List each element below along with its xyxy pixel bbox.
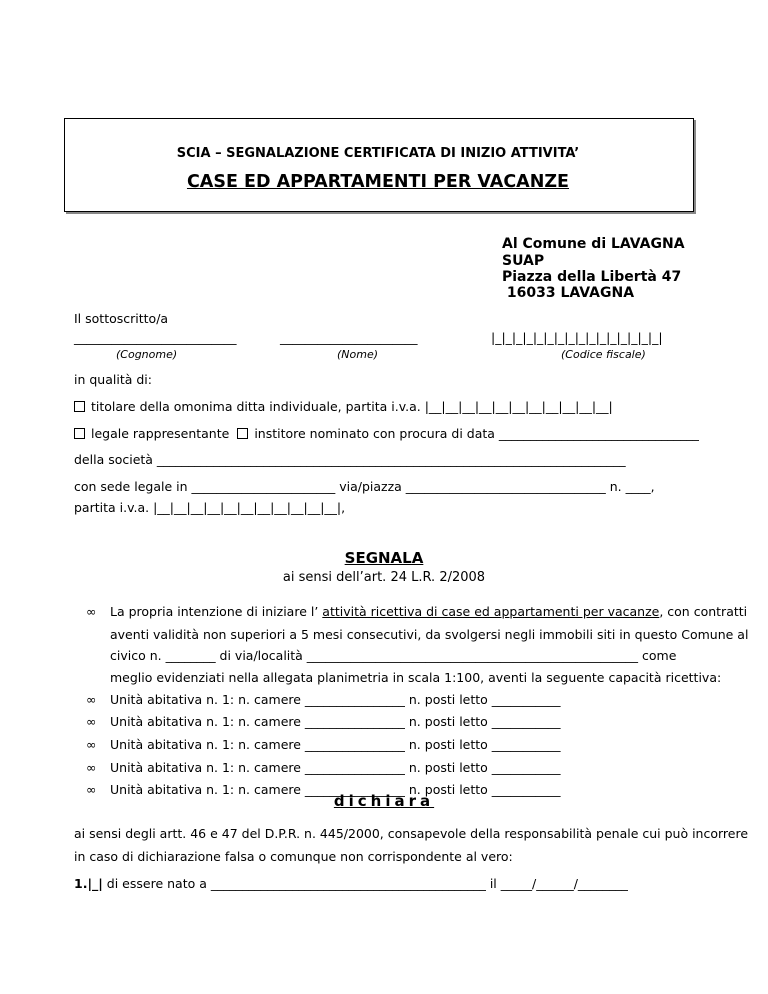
unit-row-1[interactable]: Unità abitativa n. 1: n. camere ________________ n. posti letto ___________ (110, 692, 561, 707)
checkbox-legale[interactable] (74, 428, 85, 439)
checkbox-titolare[interactable] (74, 401, 85, 412)
dichiara-paragraph-line-2: in caso di dichiarazione falsa o comunque non corrispondente al vero: (74, 849, 513, 864)
piva-field[interactable]: partita i.v.a. |__|__|__|__|__|__|__|__|__|__|__|, (74, 500, 346, 515)
segnala-paragraph-line-1 (110, 604, 747, 619)
nome-field[interactable]: ______________________ (280, 330, 418, 345)
dichiara-paragraph-line-1: ai sensi degli artt. 46 e 47 del D.P.R. n. 445/2000, consapevole della responsabilità penale cui può incorrere (74, 826, 749, 841)
label-codice-fiscale: (Codice fiscale) (561, 348, 646, 361)
unit-row-4[interactable]: Unità abitativa n. 1: n. camere ________________ n. posti letto ___________ (110, 760, 561, 775)
option-legale-label: legale rappresentante (91, 426, 230, 441)
dichiara-item-1 (74, 876, 628, 891)
option-titolare[interactable] (74, 399, 613, 414)
codice-fiscale-field[interactable]: |_|_|_|_|_|_|_|_|_|_|_|_|_|_|_|_| (491, 330, 663, 345)
option-legale-row (74, 426, 699, 441)
unit-row-5[interactable]: Unità abitativa n. 1: n. camere ________________ n. posti letto ___________ (110, 782, 561, 797)
dichiara-title: dichiara (333, 792, 435, 810)
bullet-icon: ∞ (86, 782, 97, 797)
segnala-p1-b: , con contratti (659, 604, 748, 619)
form-title: SCIA – SEGNALAZIONE CERTIFICATA DI INIZIO ATTIVITA’ (176, 146, 580, 161)
recipient-line-1: Al Comune di LAVAGNA (502, 236, 685, 252)
recipient-line-3: Piazza della Libertà 47 (502, 269, 682, 285)
segnala-p1-underlined: attività ricettiva di case ed appartamenti per vacanze (322, 604, 660, 619)
item-1-text[interactable]: di essere nato a ____________________________________________ il _____/______/________ (102, 876, 628, 891)
segnala-paragraph-line-4: meglio evidenziati nella allegata planimetria in scala 1:100, aventi la seguente capacità ricettiva: (110, 670, 722, 685)
bullet-icon: ∞ (86, 604, 97, 619)
segnala-paragraph-line-3[interactable]: civico n. ________ di via/località _____________________________________________________ come (110, 648, 677, 663)
societa-field[interactable]: della società ___________________________________________________________________________ (74, 452, 626, 467)
sede-field[interactable]: con sede legale in _______________________ via/piazza ________________________________ n. ____, (74, 479, 655, 494)
option-titolare-label: titolare della omonima ditta individuale, partita i.v.a. |__|__|__|__|__|__|__|__|__|__|__| (91, 399, 613, 414)
header-box (64, 118, 694, 212)
segnala-p1-a: La propria intenzione di iniziare l’ (110, 604, 323, 619)
bullet-icon: ∞ (86, 737, 97, 752)
qualita-label: in qualità di: (74, 372, 152, 387)
segnala-title: SEGNALA (344, 549, 424, 567)
recipient-line-2: SUAP (502, 253, 545, 269)
segnala-paragraph-line-2: aventi validità non superiori a 5 mesi consecutivi, da svolgersi negli immobili siti in questo Comune al (110, 627, 749, 642)
label-nome: (Nome) (337, 348, 379, 361)
segnala-subtitle: ai sensi dell’art. 24 L.R. 2/2008 (282, 570, 486, 585)
form-subtitle: CASE ED APPARTAMENTI PER VACANZE (186, 172, 570, 192)
checkbox-institore[interactable] (237, 428, 248, 439)
bullet-icon: ∞ (86, 692, 97, 707)
bullet-icon: ∞ (86, 760, 97, 775)
applicant-intro: Il sottoscritto/a (74, 311, 169, 326)
unit-row-2[interactable]: Unità abitativa n. 1: n. camere ________________ n. posti letto ___________ (110, 714, 561, 729)
cognome-field[interactable]: __________________________ (74, 330, 237, 345)
item-1-checkbox[interactable]: 1.|_| (74, 876, 103, 891)
bullet-icon: ∞ (86, 714, 97, 729)
unit-row-3[interactable]: Unità abitativa n. 1: n. camere ________________ n. posti letto ___________ (110, 737, 561, 752)
label-cognome: (Cognome) (116, 348, 178, 361)
recipient-line-4: 16033 LAVAGNA (502, 285, 635, 301)
option-institore-label: institore nominato con procura di data ________________________________ (254, 426, 699, 441)
